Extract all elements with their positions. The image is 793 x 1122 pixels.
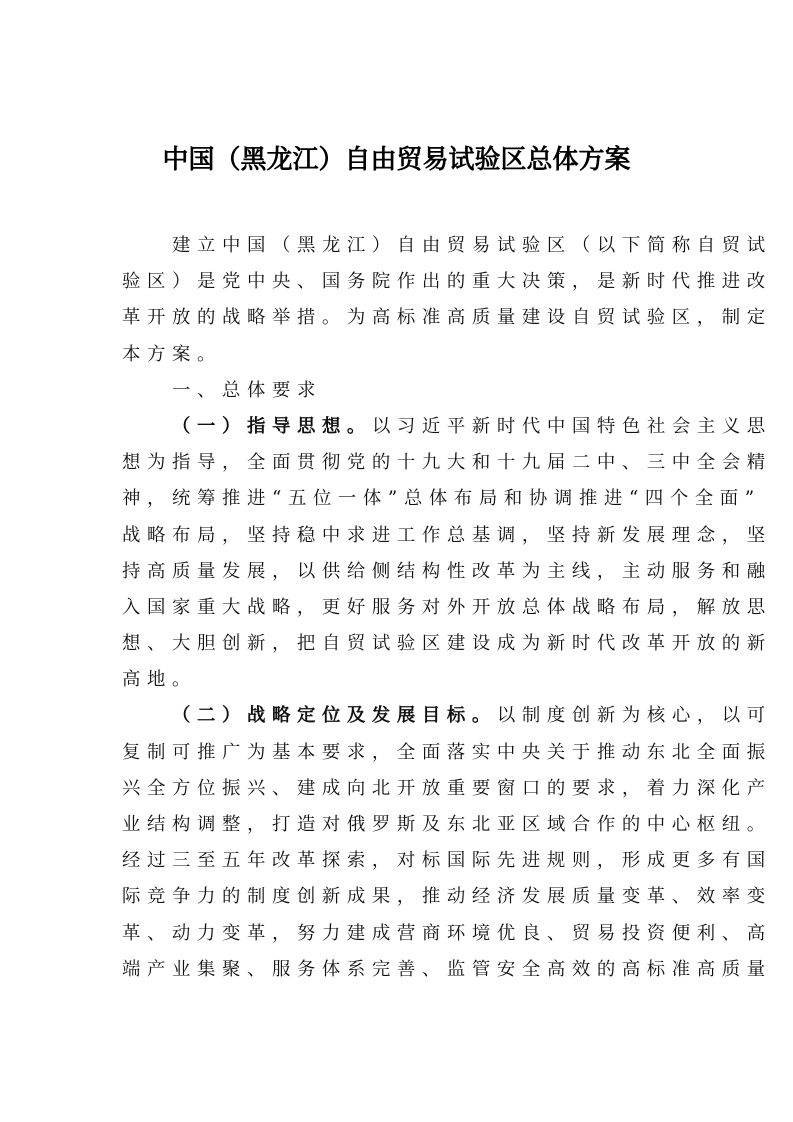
line-text: 本方案。 (122, 343, 222, 365)
line-text: 际竞争力的制度创新成果，推动经济发展质量变革、效率变 (122, 886, 772, 908)
line-text: 以习近平新时代中国特色社会主义思 (371, 415, 772, 437)
text-line (122, 626, 772, 662)
line-text: 想为指导，全面贯彻党的十九大和十九届二中、三中全会精 (122, 452, 772, 474)
text-line (122, 337, 672, 373)
line-text: 持高质量发展，以供给侧结构性改革为主线，主动服务和融 (122, 560, 772, 582)
text-line (122, 445, 772, 481)
text-line (122, 228, 772, 264)
line-text: 以制度创新为核心，以可 (496, 705, 772, 727)
line-text: 一、总体要求 (172, 379, 322, 401)
line-text: 想、大胆创新，把自贸试验区建设成为新时代改革开放的新 (122, 633, 772, 655)
line-text: 验区）是党中央、国务院作出的重大决策，是新时代推进改 (122, 271, 772, 293)
text-line (122, 698, 772, 734)
text-line (122, 662, 672, 698)
text-line (122, 735, 772, 771)
document-title: 中国（黑龙江）自由贸易试验区总体方案 (162, 145, 631, 175)
text-line (122, 481, 761, 517)
section-heading: （一）指导思想。 (172, 415, 372, 437)
text-line (122, 916, 772, 952)
line-text: 战略布局，坚持稳中求进工作总基调，坚持新发展理念，坚 (122, 524, 772, 546)
text-line (122, 952, 772, 988)
line-text: 复制可推广为基本要求，全面落实中央关于推动东北全面振 (122, 741, 772, 763)
text-line (122, 518, 772, 554)
line-text: 兴全方位振兴、建成向北开放重要窗口的要求，着力深化产 (122, 777, 772, 799)
document-body (122, 228, 772, 988)
line-text: 革、动力变革，努力建成营商环境优良、贸易投资便利、高 (122, 922, 772, 944)
line-text: 入国家重大战略，更好服务对外开放总体战略布局，解放思 (122, 596, 772, 618)
text-line (122, 300, 772, 336)
line-text: 经过三至五年改革探索，对标国际先进规则，形成更多有国 (122, 850, 772, 872)
line-text: 业结构调整，打造对俄罗斯及东北亚区域合作的中心枢纽。 (122, 814, 772, 835)
text-line (122, 373, 672, 409)
line-text: 建立中国（黑龙江）自由贸易试验区（以下简称自贸试 (172, 235, 772, 256)
text-line (122, 590, 772, 626)
text-line (122, 807, 772, 843)
line-text: 革开放的战略举措。为高标准高质量建设自贸试验区，制定 (122, 307, 772, 329)
text-line (122, 879, 772, 915)
section-heading: （二）战略定位及发展目标。 (172, 705, 497, 727)
line-text: 端产业集聚、服务体系完善、监管安全高效的高标准高质量 (122, 958, 772, 980)
text-line (122, 771, 772, 807)
line-text: 高地。 (122, 669, 197, 691)
text-line (122, 409, 772, 445)
text-line (122, 554, 772, 590)
text-line (122, 264, 772, 300)
line-text: 神，统筹推进“五位一体”总体布局和协调推进“四个全面” (122, 488, 761, 510)
text-line (122, 843, 772, 879)
